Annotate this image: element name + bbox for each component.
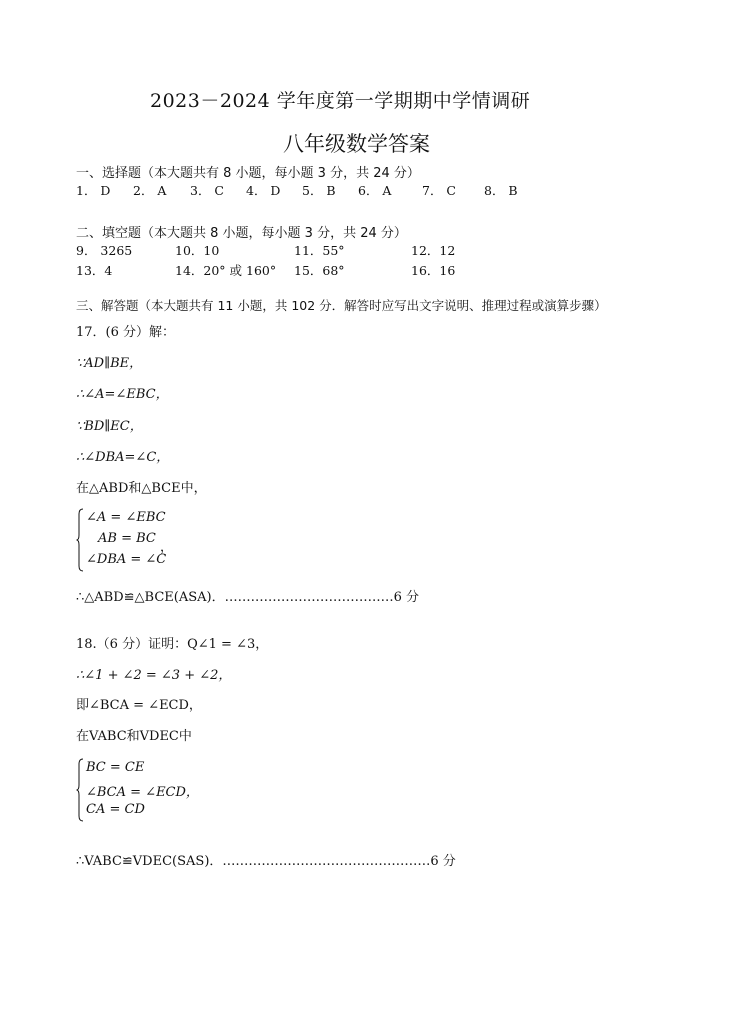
- fill-answer: 15．68°: [294, 263, 345, 278]
- q17-conclusion: ∴△ABD≌△BCE(ASA)．…………………………………6 分: [76, 590, 419, 605]
- q17-equation-system: [76, 508, 216, 574]
- page-title: 2023－2024 学年度第一学期期中学情调研: [150, 90, 531, 112]
- q18-header: 18.（6 分）证明：Q∠1 = ∠3，: [76, 637, 269, 652]
- q17-condition: AB = BC: [98, 531, 156, 546]
- q18-condition: ∠BCA = ∠ECD，: [86, 785, 199, 800]
- choice-answer: 5． B: [302, 183, 336, 198]
- choice-answer: 1． D: [76, 183, 111, 198]
- q17-condition: ∠DBA = ∠C: [86, 552, 167, 567]
- choice-answers-row: [76, 181, 556, 199]
- section-heading-solutions: 三、解答题（本大题共有 11 小题，共 102 分．解答时应写出文字说明、推理过程或演算步骤）: [76, 298, 607, 313]
- choice-answer: 7． C: [422, 183, 456, 198]
- choice-answer: 8． B: [484, 183, 518, 198]
- choice-answer: 6． A: [358, 183, 392, 198]
- fill-answers-row-1: [76, 241, 476, 259]
- choice-answer: 3． C: [190, 183, 224, 198]
- fill-answer: 13．4: [76, 263, 113, 278]
- q18-step: 即∠BCA = ∠ECD，: [76, 698, 202, 713]
- fill-answer: 12．12: [411, 243, 456, 258]
- q18-condition: CA = CD: [86, 802, 145, 817]
- page-subtitle: 八年级数学答案: [283, 132, 430, 156]
- q18-conclusion: ∴VABC≌VDEC(SAS)．…………………………………………6 分: [76, 854, 456, 869]
- fill-answer: 14．20° 或 160°: [175, 263, 277, 278]
- q17-step: 在△ABD和△BCE中，: [76, 481, 207, 496]
- q18-step: ∴∠1 + ∠2 = ∠3 + ∠2，: [76, 668, 232, 683]
- fill-answers-row-2: [76, 261, 476, 279]
- q17-system-comma: ，: [160, 540, 174, 555]
- q17-step: ∵AD∥BE，: [76, 356, 143, 371]
- q18-condition: BC = CE: [86, 760, 145, 775]
- choice-answer: 4． D: [246, 183, 281, 198]
- q17-header: 17．(6 分）解：: [76, 325, 176, 340]
- section-heading-choice: 一、选择题（本大题共有 8 小题，每小题 3 分，共 24 分）: [76, 166, 420, 181]
- q17-step: ∴∠A=∠EBC，: [76, 387, 169, 402]
- left-brace-icon: [76, 758, 84, 822]
- q18-step: 在VABC和VDEC中: [76, 729, 192, 744]
- left-brace-icon: [76, 508, 84, 572]
- q17-step: ∴∠DBA=∠C，: [76, 450, 170, 465]
- fill-answer: 9． 3265: [76, 243, 133, 258]
- section-heading-fill: 二、填空题（本大题共 8 小题，每小题 3 分，共 24 分）: [76, 226, 407, 241]
- fill-answer: 16．16: [411, 263, 456, 278]
- q18-equation-system: [76, 758, 236, 824]
- choice-answer: 2． A: [133, 183, 167, 198]
- q17-condition: ∠A = ∠EBC: [86, 510, 166, 525]
- fill-answer: 11．55°: [294, 243, 345, 258]
- fill-answer: 10．10: [175, 243, 220, 258]
- q17-step: ∵BD∥EC，: [76, 419, 143, 434]
